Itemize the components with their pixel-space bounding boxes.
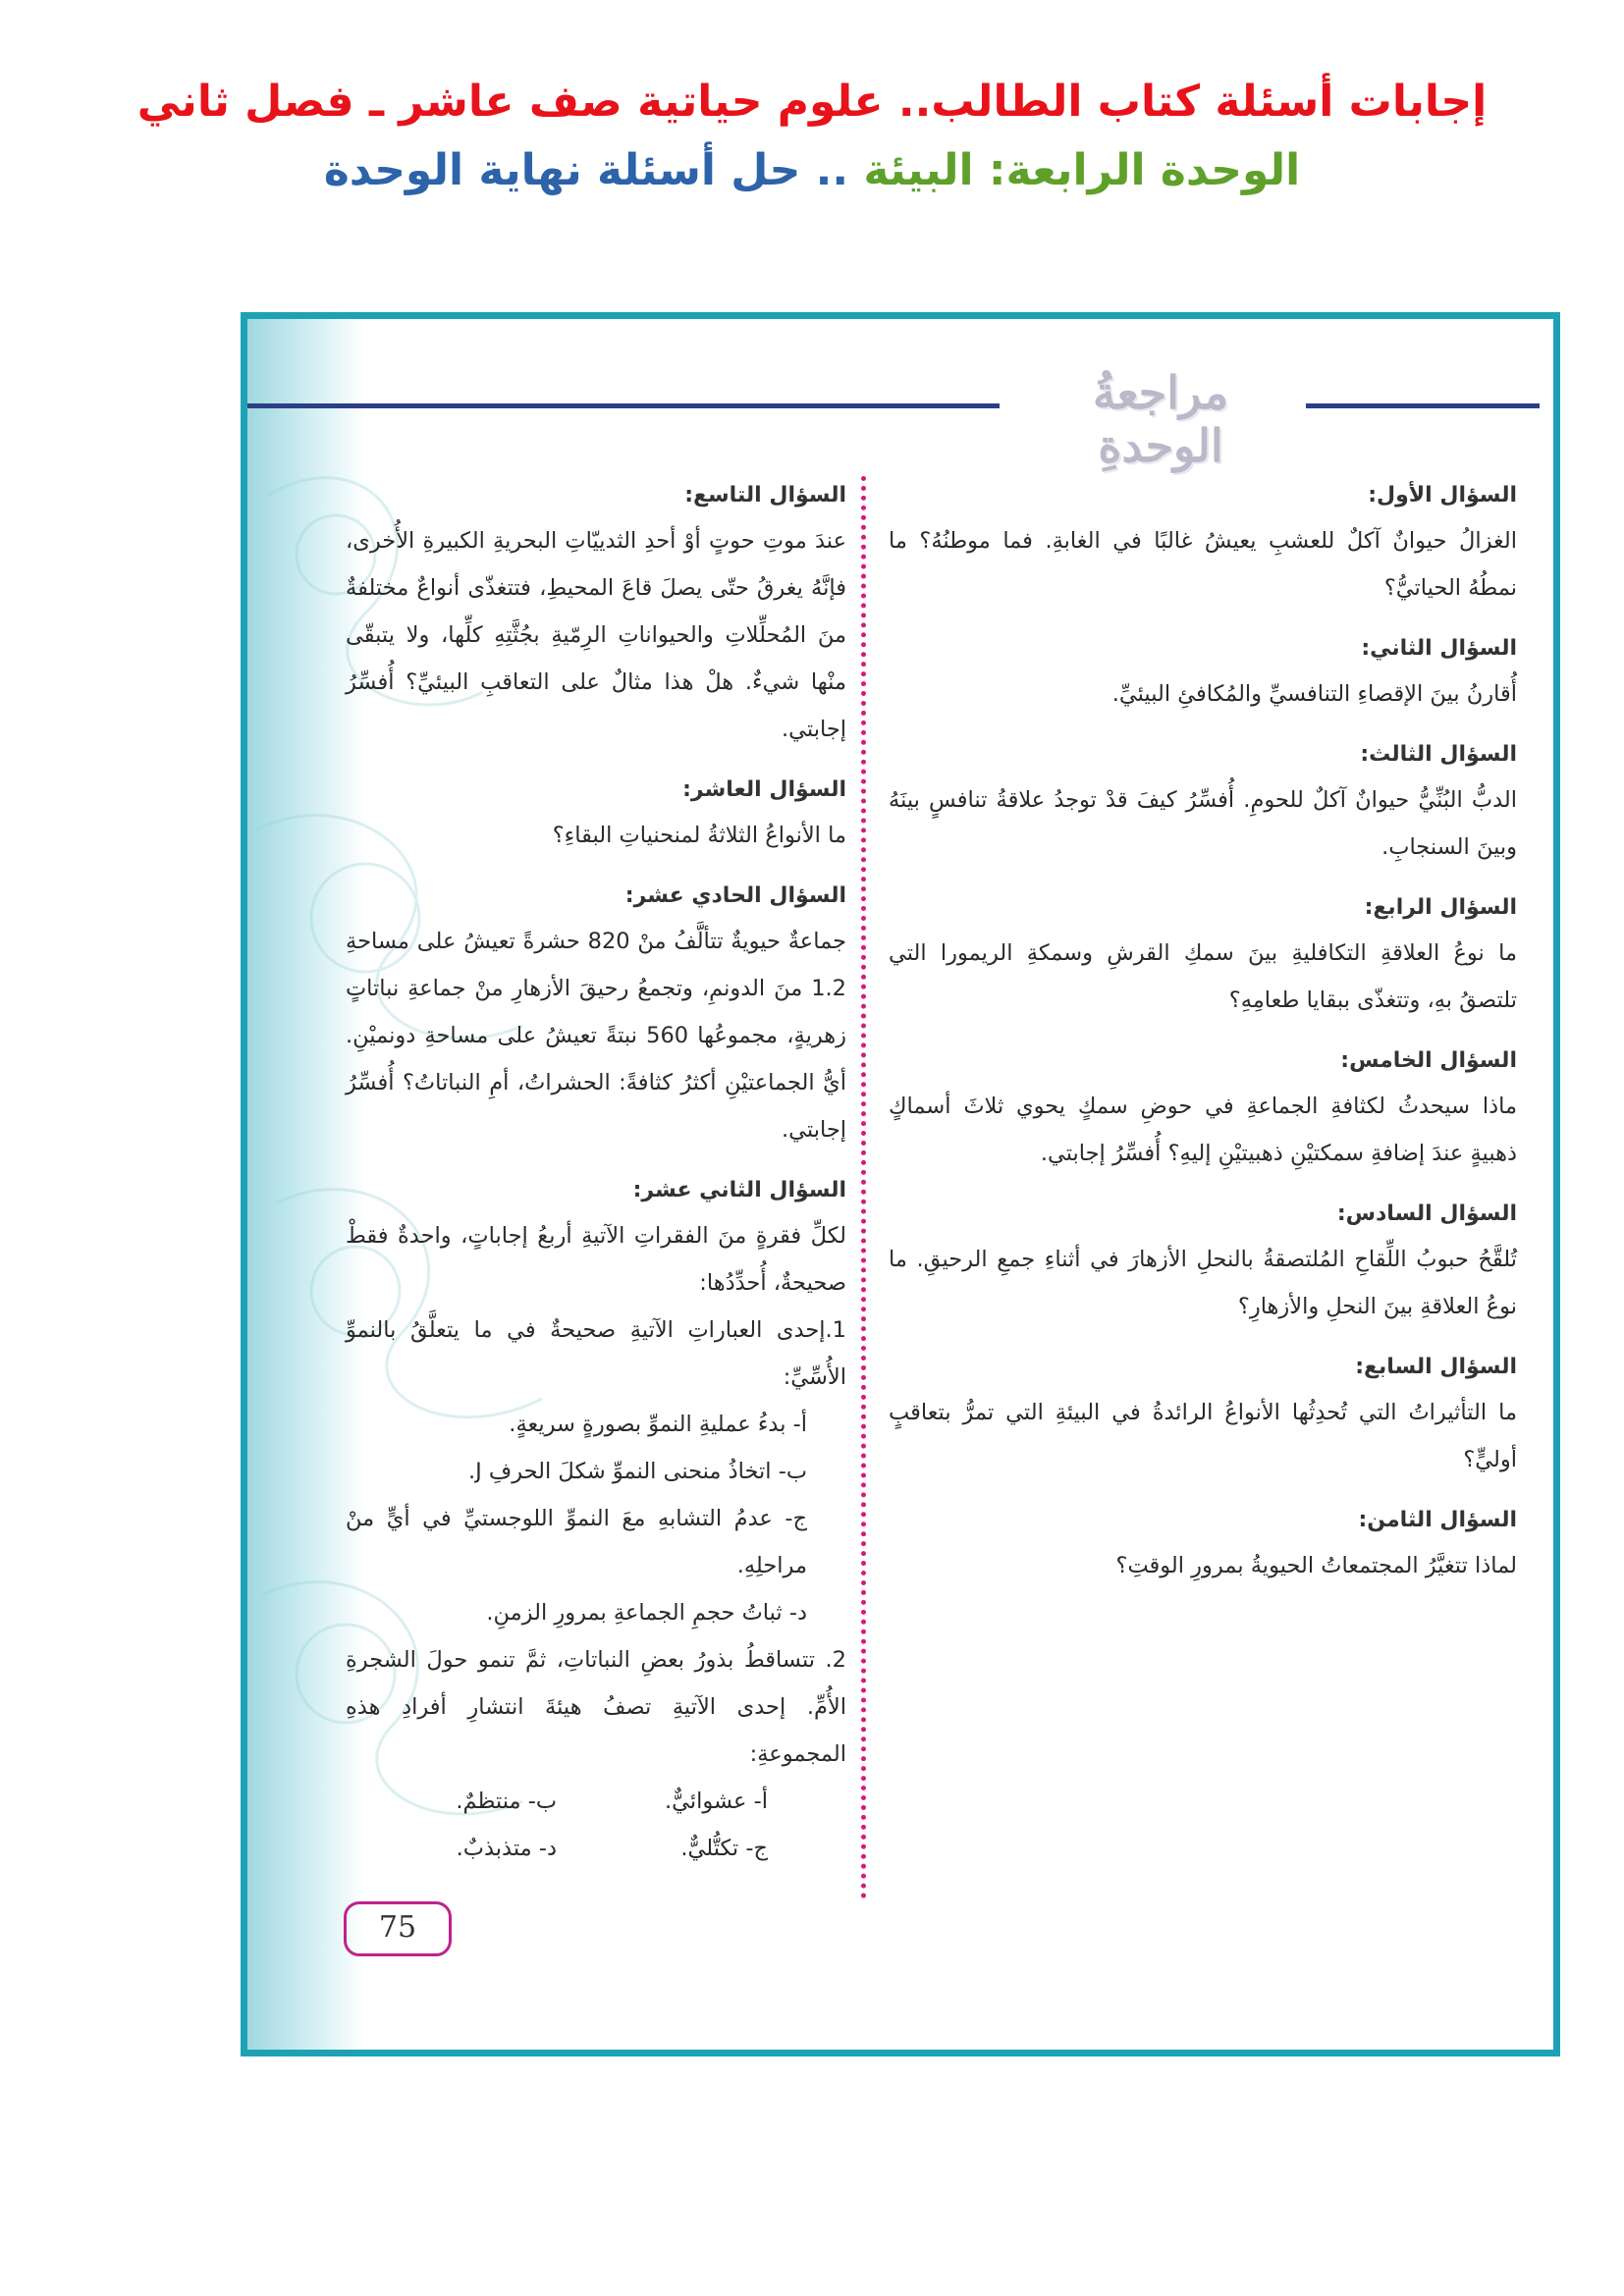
mcq-option: د- متذبذبٌ.: [456, 1836, 557, 1861]
question-1: [889, 474, 1517, 612]
mcq-option: د- ثباتُ حجمِ الجماعةِ بمرورِ الزمنِ.: [486, 1600, 807, 1626]
question-9: [346, 474, 846, 753]
question-text: لماذا تتغيَّرُ المجتمعاتُ الحيويةُ بمرورِ الوقتِ؟: [1115, 1553, 1517, 1578]
question-label: السؤال السابع:: [1355, 1355, 1517, 1379]
right-column: [889, 474, 1517, 1605]
question-text: أُقارنُ بينَ الإقصاءِ التنافسيِّ والمُكافئِ البيئيِّ.: [1111, 681, 1517, 707]
mcq-item-1: 1.إحدى العباراتِ الآتيةِ صحيحةٌ في ما يتعلَّقُ بالنموِّ الأُسِّيِّ:: [346, 1317, 846, 1390]
question-label: السؤال التاسع:: [684, 483, 846, 507]
question-label: السؤال الرابع:: [1364, 895, 1517, 920]
question-3: [889, 733, 1517, 871]
question-2: [889, 627, 1517, 718]
question-label: السؤال الحادي عشر:: [624, 883, 846, 908]
mcq-option: ج- عدمُ التشابهِ معَ النموِّ اللوجستيِّ في أيٍّ منْ مراحلِهِ.: [346, 1506, 807, 1578]
question-7: [889, 1346, 1517, 1483]
question-text: تُلقَّحُ حبوبُ اللِّقاحِ المُلتصقةُ بالنحلِ الأزهارَ في أثناءِ جمعِ الرحيقِ. ما نوعُ العلاقةِ بينَ النحلِ والأزهارِ؟: [889, 1247, 1517, 1319]
question-text: ما التأثيراتُ التي تُحدِثُها الأنواعُ الرائدةُ في البيئةِ التي تمرُّ بتعاقبٍ أوليٍّ؟: [889, 1400, 1517, 1472]
question-text: ماذا سيحدثُ لكثافةِ الجماعةِ في حوضِ سمكٍ يحوي ثلاثَ أسماكٍ ذهبيةٍ عندَ إضافةِ سمكتيْنِ ذهبيتيْنِ إليهِ؟ أُفسِّرُ إجابتي.: [889, 1094, 1517, 1166]
question-5: [889, 1040, 1517, 1177]
question-label: السؤال الخامس:: [1340, 1048, 1517, 1073]
question-10: [346, 769, 846, 859]
mcq-option: ب- منتظمٌ.: [456, 1789, 557, 1814]
question-12: [346, 1169, 846, 1872]
mcq-option: ب- اتخاذُ منحنى النموِّ شكلَ الحرفِ J.: [467, 1459, 807, 1484]
mcq-option: ج- تكتُّليٌّ.: [680, 1836, 768, 1861]
question-4: [889, 886, 1517, 1024]
question-6: [889, 1193, 1517, 1330]
page-heading-line1: إجابات أسئلة كتاب الطالب.. علوم حياتية صف عاشر ـ فصل ثاني: [136, 77, 1488, 127]
left-column: [346, 474, 846, 1888]
mcq-option: أ- عشوائيٌّ.: [664, 1789, 768, 1814]
mcq-option: أ- بدءُ عمليةِ النموِّ بصورةٍ سريعةٍ.: [509, 1412, 807, 1437]
question-text: ما نوعُ العلاقةِ التكافليةِ بينَ سمكِ القرشِ وسمكةِ الريمورا التي تلتصقُ بهِ، وتتغذّى ببقايا طعامِهِ؟: [889, 940, 1517, 1013]
question-label: السؤال الثاني:: [1361, 636, 1517, 661]
review-rule-left: [241, 403, 1000, 408]
question-text: ما الأنواعُ الثلاثةُ لمنحنياتِ البقاءِ؟: [552, 823, 846, 848]
question-text: الغزالُ حيوانٌ آكلٌ للعشبِ يعيشُ غالبًا في الغابةِ. فما موطنُهُ؟ ما نمطُهُ الحياتيُّ؟: [889, 528, 1517, 601]
question-label: السؤال الثاني عشر:: [632, 1178, 846, 1202]
question-text: عندَ موتِ حوتٍ أوْ أحدِ الثدييّاتِ البحريةِ الكبيرةِ الأُخرى، فإنَّهُ يغرقُ حتّى يصلَ قاعَ المحيطِ، فتتغذّى أنواعٌ مختلفةٌ منَ المُحلِّلاتِ والحيواناتِ الرِمّيةِ بجُثَّتِهِ كلِّها، ولا يتبقّى منْها شيءٌ. هلْ هذا مثالٌ على التعاقبِ البيئيِّ؟ أُفسِّرُ إجابتي.: [346, 528, 846, 742]
unit-title: الوحدة الرابعة: البيئة: [863, 145, 1301, 195]
textbook-page-frame: [241, 312, 1560, 2056]
question-label: السؤال الثامن:: [1358, 1508, 1517, 1532]
review-rule-right: [1306, 403, 1540, 408]
mcq-item-2: 2. تتساقطُ بذورُ بعضِ النباتاتِ، ثمَّ تنمو حولَ الشجرةِ الأُمِّ. إحدى الآتيةِ تصفُ هيئةَ انتشارِ أفرادِ هذهِ المجموعةِ:: [346, 1647, 846, 1767]
question-8: [889, 1499, 1517, 1589]
page-heading-line2: [0, 145, 1624, 195]
question-label: السؤال الثالث:: [1360, 742, 1517, 767]
question-11: [346, 875, 846, 1153]
question-label: السؤال الأول:: [1368, 483, 1517, 507]
mcq-options-row: [346, 1825, 846, 1872]
page-number: 75: [344, 1901, 452, 1956]
mcq-options-row: [346, 1778, 846, 1825]
unit-subtitle: .. حل أسئلة نهاية الوحدة: [323, 145, 864, 195]
question-label: السؤال السادس:: [1336, 1201, 1517, 1226]
column-divider: [861, 476, 866, 1899]
review-title: مراجعةُ الوحدةِ: [1092, 366, 1229, 472]
question-text: الدبُّ البُنِّيُّ حيوانٌ آكلٌ للحومِ. أُفسِّرُ كيفَ قدْ توجدُ علاقةُ تنافسٍ بينَهُ وبينَ السنجابِ.: [889, 787, 1517, 860]
question-label: السؤال العاشر:: [682, 777, 846, 802]
question-text: لكلِّ فقرةٍ منَ الفقراتِ الآتيةِ أربعُ إجاباتٍ، واحدةٌ فقطْ صحيحةٌ، أُحدِّدُها:: [346, 1223, 846, 1296]
question-text: جماعةٌ حيويةٌ تتألَّفُ منْ 820 حشرةً تعيشُ على مساحةِ 1.2 منَ الدونمِ، وتجمعُ رحيقَ الأزهارِ منْ جماعةِ نباتاتٍ زهريةٍ، مجموعُها 560 نبتةً تعيشُ على مساحةِ دونميْنِ. أيُّ الجماعتيْنِ أكثرُ كثافةً: الحشراتُ، أمِ النباتاتُ؟ أُفسِّرُ إجابتي.: [346, 929, 847, 1143]
